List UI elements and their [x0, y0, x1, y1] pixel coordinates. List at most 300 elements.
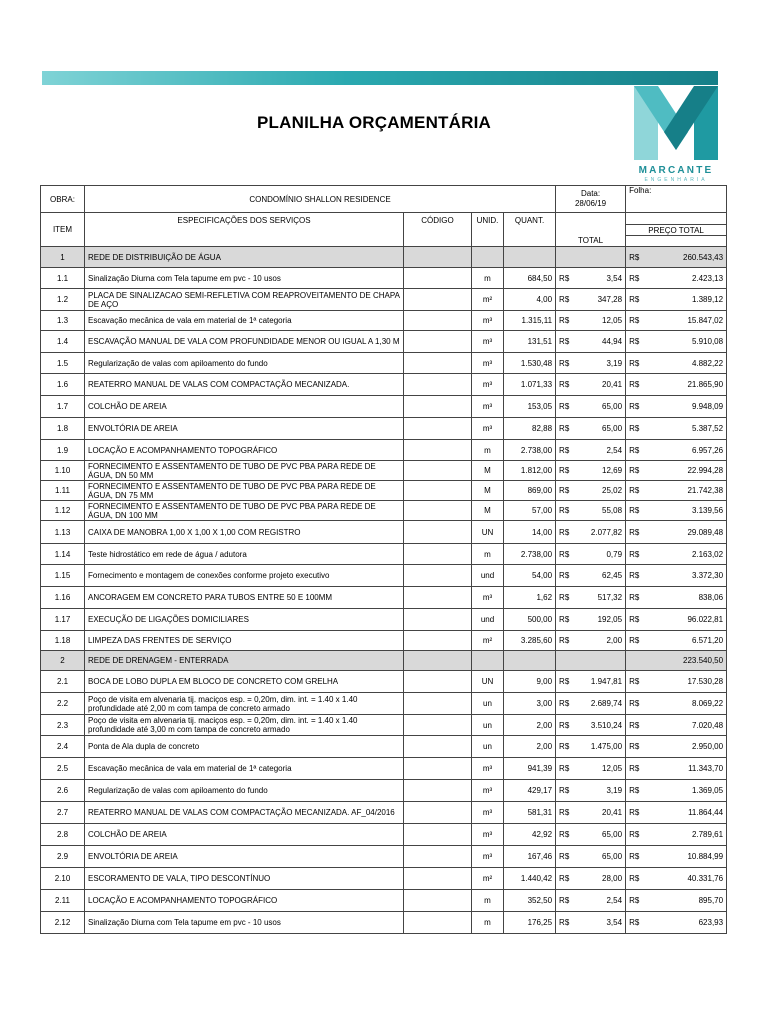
unit-currency: R$ [556, 311, 574, 331]
item-code [404, 651, 472, 671]
table-row [41, 736, 727, 758]
item-description: PLACA DE SINALIZACAO SEMI-REFLETIVA COM REAPROVEITAMENTO DE CHAPA DE AÇO [85, 289, 404, 311]
item-quantity: 1.440,42 [504, 868, 556, 890]
item-unit: m² [472, 289, 504, 311]
item-quantity: 2,00 [504, 715, 556, 736]
item-number: 1.9 [41, 440, 85, 461]
unit-currency: R$ [556, 758, 574, 780]
item-unit: m [472, 440, 504, 461]
unit-price: 20,41 [574, 374, 626, 396]
column-header-row [41, 213, 727, 225]
unit-currency [556, 651, 574, 671]
item-code [404, 890, 472, 912]
item-code [404, 715, 472, 736]
table-row [41, 671, 727, 693]
item-description: Poço de visita em alvenaria tij. maciços esp. = 0,20m, dim. int. = 1.40 x 1.40 profundidade até 2,00 m com tampa de concreto armado [85, 693, 404, 715]
total-currency: R$ [626, 609, 644, 631]
item-quantity: 4,00 [504, 289, 556, 311]
unit-currency: R$ [556, 671, 574, 693]
unit-currency: R$ [556, 544, 574, 565]
total-price: 5.910,08 [644, 331, 727, 353]
item-description: CAIXA DE MANOBRA 1,00 X 1,00 X 1,00 COM REGISTRO [85, 521, 404, 544]
item-unit: M [472, 481, 504, 501]
item-quantity: 869,00 [504, 481, 556, 501]
item-unit: m [472, 268, 504, 289]
table-row [41, 374, 727, 396]
unit-currency: R$ [556, 846, 574, 868]
table-row [41, 609, 727, 631]
total-price: 22.994,28 [644, 461, 727, 481]
total-price: 10.884,99 [644, 846, 727, 868]
total-currency: R$ [626, 631, 644, 651]
unit-price: 2,54 [574, 890, 626, 912]
item-number: 2.8 [41, 824, 85, 846]
item-description: REATERRO MANUAL DE VALAS COM COMPACTAÇÃO MECANIZADA. AF_04/2016 [85, 802, 404, 824]
unit-currency: R$ [556, 609, 574, 631]
item-quantity: 3,00 [504, 693, 556, 715]
total-price: 4.882,22 [644, 353, 727, 374]
total-price: 11.343,70 [644, 758, 727, 780]
unit-price: 65,00 [574, 418, 626, 440]
table-row [41, 418, 727, 440]
unit-price: 1.947,81 [574, 671, 626, 693]
unit-price: 12,69 [574, 461, 626, 481]
total-currency: R$ [626, 824, 644, 846]
item-code [404, 396, 472, 418]
unit-price: 2,54 [574, 440, 626, 461]
item-code [404, 268, 472, 289]
item-unit: m³ [472, 758, 504, 780]
item-unit: m² [472, 868, 504, 890]
item-number: 1.13 [41, 521, 85, 544]
item-unit: m³ [472, 587, 504, 609]
obra-label: OBRA: [41, 186, 85, 213]
total-price: 15.847,02 [644, 311, 727, 331]
item-quantity: 57,00 [504, 501, 556, 521]
item-description: Sinalização Diurna com Tela tapume em pvc - 10 usos [85, 268, 404, 289]
item-unit: m [472, 890, 504, 912]
item-description: Poço de visita em alvenaria tij. maciços esp. = 0,20m, dim. int. = 1.40 x 1.40 profundidade até 3,00 m com tampa de concreto armado [85, 715, 404, 736]
item-code [404, 671, 472, 693]
total-price: 21.865,90 [644, 374, 727, 396]
item-number: 1.8 [41, 418, 85, 440]
table-row [41, 802, 727, 824]
item-unit [472, 247, 504, 268]
total-currency: R$ [626, 521, 644, 544]
item-quantity: 14,00 [504, 521, 556, 544]
item-unit: UN [472, 671, 504, 693]
total-price: 3.139,56 [644, 501, 727, 521]
item-description: EXECUÇÃO DE LIGAÇÕES DOMICILIARES [85, 609, 404, 631]
total-price: 2.163,02 [644, 544, 727, 565]
item-unit: m³ [472, 331, 504, 353]
col-codigo: CÓDIGO [404, 213, 472, 247]
item-code [404, 565, 472, 587]
brand-subtitle: ENGENHARIA [644, 177, 708, 183]
total-price: 6.571,20 [644, 631, 727, 651]
unit-price [574, 247, 626, 268]
item-quantity: 941,39 [504, 758, 556, 780]
item-unit: m³ [472, 418, 504, 440]
table-row [41, 461, 727, 481]
item-unit: und [472, 565, 504, 587]
table-row [41, 311, 727, 331]
item-code [404, 311, 472, 331]
folha-label: Folha: [626, 186, 727, 213]
item-code [404, 247, 472, 268]
item-description: Ponta de Ala dupla de concreto [85, 736, 404, 758]
item-number: 1.7 [41, 396, 85, 418]
section-row [41, 651, 727, 671]
item-description: COLCHÃO DE AREIA [85, 824, 404, 846]
total-price: 8.069,22 [644, 693, 727, 715]
total-currency: R$ [626, 481, 644, 501]
item-description: ENVOLTÓRIA DE AREIA [85, 846, 404, 868]
col-total: TOTAL [556, 236, 626, 247]
unit-price: 44,94 [574, 331, 626, 353]
item-description: Sinalização Diurna com Tela tapume em pvc - 10 usos [85, 912, 404, 934]
unit-currency: R$ [556, 521, 574, 544]
item-quantity: 9,00 [504, 671, 556, 693]
item-description: LOCAÇÃO E ACOMPANHAMENTO TOPOGRÁFICO [85, 890, 404, 912]
item-code [404, 521, 472, 544]
total-price: 9.948,09 [644, 396, 727, 418]
section-row [41, 247, 727, 268]
table-row [41, 693, 727, 715]
item-code [404, 440, 472, 461]
item-description: REDE DE DISTRIBUIÇÃO DE ÁGUA [85, 247, 404, 268]
item-quantity: 3.285,60 [504, 631, 556, 651]
item-quantity: 176,25 [504, 912, 556, 934]
item-unit: m [472, 912, 504, 934]
unit-currency: R$ [556, 289, 574, 311]
item-number: 2.7 [41, 802, 85, 824]
item-number: 2 [41, 651, 85, 671]
item-description: LIMPEZA DAS FRENTES DE SERVIÇO [85, 631, 404, 651]
total-price: 7.020,48 [644, 715, 727, 736]
total-currency [626, 651, 644, 671]
total-currency: R$ [626, 868, 644, 890]
total-price: 96.022,81 [644, 609, 727, 631]
item-description: Fornecimento e montagem de conexões conforme projeto executivo [85, 565, 404, 587]
item-quantity: 500,00 [504, 609, 556, 631]
item-number: 2.3 [41, 715, 85, 736]
unit-currency: R$ [556, 912, 574, 934]
item-number: 2.2 [41, 693, 85, 715]
item-code [404, 331, 472, 353]
item-unit: m³ [472, 311, 504, 331]
item-unit: un [472, 693, 504, 715]
unit-currency: R$ [556, 396, 574, 418]
item-number: 1.3 [41, 311, 85, 331]
item-number: 1.17 [41, 609, 85, 631]
item-description: Escavação mecânica de vala em material de 1ª categoria [85, 758, 404, 780]
unit-price: 65,00 [574, 846, 626, 868]
table-row [41, 289, 727, 311]
item-code [404, 758, 472, 780]
total-currency: R$ [626, 268, 644, 289]
item-number: 1.5 [41, 353, 85, 374]
unit-price [574, 651, 626, 671]
item-number: 2.10 [41, 868, 85, 890]
item-number: 1.11 [41, 481, 85, 501]
item-unit: m³ [472, 780, 504, 802]
budget-table [40, 185, 727, 934]
table-row [41, 890, 727, 912]
total-currency: R$ [626, 890, 644, 912]
item-code [404, 501, 472, 521]
table-row [41, 396, 727, 418]
total-price: 17.530,28 [644, 671, 727, 693]
unit-currency: R$ [556, 461, 574, 481]
total-price: 623,93 [644, 912, 727, 934]
item-code [404, 353, 472, 374]
item-number: 1.4 [41, 331, 85, 353]
item-quantity: 42,92 [504, 824, 556, 846]
total-price: 1.369,05 [644, 780, 727, 802]
brand-name: MARCANTE [638, 165, 714, 176]
total-currency: R$ [626, 780, 644, 802]
total-price: 838,06 [644, 587, 727, 609]
total-currency: R$ [626, 331, 644, 353]
unit-currency: R$ [556, 824, 574, 846]
item-unit: m³ [472, 846, 504, 868]
unit-price: 65,00 [574, 396, 626, 418]
date-cell [556, 186, 626, 213]
unit-currency: R$ [556, 587, 574, 609]
item-description: BOCA DE LOBO DUPLA EM BLOCO DE CONCRETO COM GRELHA [85, 671, 404, 693]
unit-price: 20,41 [574, 802, 626, 824]
table-row [41, 353, 727, 374]
item-number: 1.12 [41, 501, 85, 521]
table-row [41, 758, 727, 780]
item-unit: m² [472, 631, 504, 651]
item-number: 2.4 [41, 736, 85, 758]
unit-price: 3,19 [574, 780, 626, 802]
total-currency: R$ [626, 418, 644, 440]
unit-price: 2.689,74 [574, 693, 626, 715]
obra-value: CONDOMÍNIO SHALLON RESIDENCE [85, 186, 556, 213]
item-description: ENVOLTÓRIA DE AREIA [85, 418, 404, 440]
item-code [404, 868, 472, 890]
total-currency: R$ [626, 289, 644, 311]
total-currency: R$ [626, 715, 644, 736]
item-description: Regularização de valas com apiloamento do fundo [85, 353, 404, 374]
unit-currency: R$ [556, 374, 574, 396]
item-code [404, 587, 472, 609]
total-currency: R$ [626, 440, 644, 461]
item-unit: un [472, 736, 504, 758]
item-number: 1.15 [41, 565, 85, 587]
item-code [404, 289, 472, 311]
item-quantity: 581,31 [504, 802, 556, 824]
header-band [42, 71, 718, 85]
total-price: 1.389,12 [644, 289, 727, 311]
unit-currency: R$ [556, 418, 574, 440]
unit-price: 12,05 [574, 758, 626, 780]
unit-price: 12,05 [574, 311, 626, 331]
item-number: 2.9 [41, 846, 85, 868]
table-row [41, 565, 727, 587]
unit-currency: R$ [556, 693, 574, 715]
unit-currency: R$ [556, 481, 574, 501]
total-price: 895,70 [644, 890, 727, 912]
table-row [41, 544, 727, 565]
item-unit: m [472, 544, 504, 565]
unit-currency: R$ [556, 715, 574, 736]
total-currency: R$ [626, 501, 644, 521]
item-code [404, 544, 472, 565]
item-quantity: 131,51 [504, 331, 556, 353]
total-currency: R$ [626, 461, 644, 481]
item-number: 2.11 [41, 890, 85, 912]
item-quantity: 1.530,48 [504, 353, 556, 374]
obra-row [41, 186, 727, 213]
total-currency: R$ [626, 693, 644, 715]
item-number: 1.14 [41, 544, 85, 565]
unit-currency: R$ [556, 736, 574, 758]
item-description: ESCAVAÇÃO MANUAL DE VALA COM PROFUNDIDADE MENOR OU IGUAL A 1,30 M [85, 331, 404, 353]
total-price: 223.540,50 [644, 651, 727, 671]
total-price: 5.387,52 [644, 418, 727, 440]
unit-price: 3,19 [574, 353, 626, 374]
unit-currency: R$ [556, 268, 574, 289]
total-currency: R$ [626, 671, 644, 693]
item-unit: m³ [472, 396, 504, 418]
item-code [404, 912, 472, 934]
item-unit: UN [472, 521, 504, 544]
item-code [404, 461, 472, 481]
item-number: 1.6 [41, 374, 85, 396]
unit-price: 3,54 [574, 912, 626, 934]
total-price: 21.742,38 [644, 481, 727, 501]
item-number: 2.12 [41, 912, 85, 934]
item-unit: M [472, 501, 504, 521]
total-currency: R$ [626, 544, 644, 565]
item-quantity: 2.738,00 [504, 544, 556, 565]
item-description: REATERRO MANUAL DE VALAS COM COMPACTAÇÃO MECANIZADA. [85, 374, 404, 396]
item-number: 1.10 [41, 461, 85, 481]
table-row [41, 715, 727, 736]
unit-price: 3,54 [574, 268, 626, 289]
total-currency: R$ [626, 374, 644, 396]
table-row [41, 868, 727, 890]
unit-price: 517,32 [574, 587, 626, 609]
item-quantity: 2,00 [504, 736, 556, 758]
col-spec: ESPECIFICAÇÕES DOS SERVIÇOS [85, 213, 404, 247]
table-row [41, 501, 727, 521]
total-price: 2.950,00 [644, 736, 727, 758]
item-code [404, 736, 472, 758]
unit-currency [556, 247, 574, 268]
total-currency: R$ [626, 846, 644, 868]
unit-price: 25,02 [574, 481, 626, 501]
item-unit: m³ [472, 374, 504, 396]
item-code [404, 631, 472, 651]
item-quantity: 1.071,33 [504, 374, 556, 396]
item-quantity: 684,50 [504, 268, 556, 289]
item-unit: m³ [472, 824, 504, 846]
item-code [404, 802, 472, 824]
item-unit: m³ [472, 802, 504, 824]
unit-price: 55,08 [574, 501, 626, 521]
total-currency: R$ [626, 311, 644, 331]
total-currency: R$ [626, 247, 644, 268]
unit-currency: R$ [556, 440, 574, 461]
item-number: 1.16 [41, 587, 85, 609]
total-currency: R$ [626, 802, 644, 824]
total-currency: R$ [626, 396, 644, 418]
item-quantity: 429,17 [504, 780, 556, 802]
unit-price: 347,28 [574, 289, 626, 311]
total-price: 40.331,76 [644, 868, 727, 890]
item-quantity: 352,50 [504, 890, 556, 912]
item-description: COLCHÃO DE AREIA [85, 396, 404, 418]
unit-currency: R$ [556, 868, 574, 890]
item-description: ANCORAGEM EM CONCRETO PARA TUBOS ENTRE 50 E 100MM [85, 587, 404, 609]
total-currency: R$ [626, 736, 644, 758]
item-code [404, 481, 472, 501]
table-row [41, 631, 727, 651]
item-number: 1.18 [41, 631, 85, 651]
unit-currency: R$ [556, 631, 574, 651]
unit-currency: R$ [556, 565, 574, 587]
item-description: FORNECIMENTO E ASSENTAMENTO DE TUBO DE PVC PBA PARA REDE DE ÁGUA, DN 100 MM [85, 501, 404, 521]
item-unit: und [472, 609, 504, 631]
item-description: FORNECIMENTO E ASSENTAMENTO DE TUBO DE PVC PBA PARA REDE DE ÁGUA, DN 75 MM [85, 481, 404, 501]
item-description: Regularização de valas com apiloamento do fundo [85, 780, 404, 802]
item-description: ESCORAMENTO DE VALA, TIPO DESCONTÍNUO [85, 868, 404, 890]
item-quantity [504, 247, 556, 268]
item-code [404, 780, 472, 802]
item-description: LOCAÇÃO E ACOMPANHAMENTO TOPOGRÁFICO [85, 440, 404, 461]
item-quantity [504, 651, 556, 671]
unit-price: 192,05 [574, 609, 626, 631]
total-price: 3.372,30 [644, 565, 727, 587]
col-unit-blank [556, 213, 626, 225]
unit-price: 28,00 [574, 868, 626, 890]
total-price: 260.543,43 [644, 247, 727, 268]
table-row [41, 587, 727, 609]
col-total-blank [626, 213, 727, 225]
date-label: Data: [580, 189, 601, 198]
item-description: FORNECIMENTO E ASSENTAMENTO DE TUBO DE PVC PBA PARA REDE DE ÁGUA, DN 50 MM [85, 461, 404, 481]
table-row [41, 824, 727, 846]
item-quantity: 167,46 [504, 846, 556, 868]
unit-price: 2.077,82 [574, 521, 626, 544]
item-description: Escavação mecânica de vala em material de 1ª categoria [85, 311, 404, 331]
table-row [41, 331, 727, 353]
item-number: 2.6 [41, 780, 85, 802]
item-code [404, 418, 472, 440]
date-value: 28/06/19 [574, 199, 607, 208]
item-code [404, 824, 472, 846]
unit-currency: R$ [556, 353, 574, 374]
item-quantity: 54,00 [504, 565, 556, 587]
item-code [404, 609, 472, 631]
unit-price: 62,45 [574, 565, 626, 587]
item-code [404, 693, 472, 715]
total-price: 6.957,26 [644, 440, 727, 461]
item-quantity: 1.812,00 [504, 461, 556, 481]
unit-price: 0,79 [574, 544, 626, 565]
col-preco-total: PREÇO TOTAL [626, 225, 727, 236]
total-currency: R$ [626, 587, 644, 609]
total-currency: R$ [626, 353, 644, 374]
unit-currency: R$ [556, 501, 574, 521]
total-price: 2.423,13 [644, 268, 727, 289]
item-quantity: 2.738,00 [504, 440, 556, 461]
